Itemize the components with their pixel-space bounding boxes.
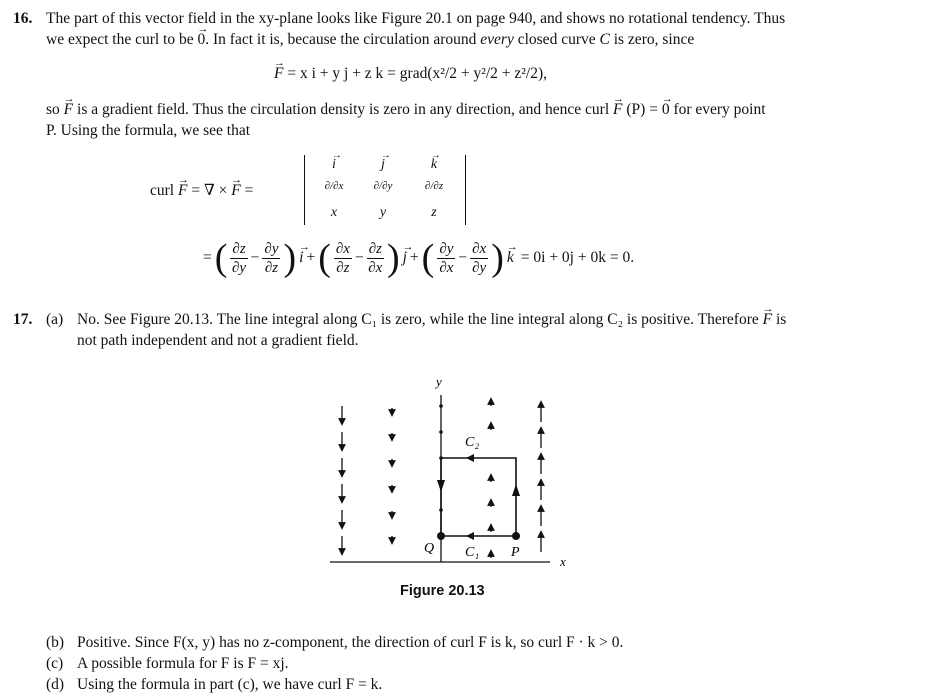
p17-a-line1: No. See Figure 20.13. The line integral along C₁ is zero, while the line integral along C₂ is positive. Therefore F → is (77, 311, 786, 329)
partial-dy-dz: $\frac{\partial y}{\partial z}$ (264, 240, 279, 276)
nabla-cross: = ∇ × (191, 182, 228, 199)
p17-b-label: (b) (46, 634, 65, 651)
matrix-cell-dz: ∂/∂z (424, 180, 444, 192)
vector-F: F → (64, 101, 73, 119)
partial-dz-dx: $\frac{\partial z}{\partial x}$ (368, 240, 383, 276)
curl-label: curl (150, 182, 175, 199)
p17-d-label: (d) (46, 676, 65, 693)
zero-vector: 0 → (662, 101, 670, 119)
expansion-result: = 0i + 0j + 0k = 0. (520, 249, 635, 266)
matrix-cell-k: k → (419, 157, 449, 173)
label-C1: C₁ (465, 545, 480, 560)
p16-equation-1 (274, 65, 547, 83)
p17-d-text: Using the formula in part (c), we have curl F = k. (77, 676, 383, 693)
point-P (512, 532, 520, 540)
partial-dx-dy: $\frac{\partial x}{\partial y}$ (472, 240, 487, 276)
p16-line3-c: (P) = (626, 101, 658, 118)
matrix-cell-i: i → (319, 157, 349, 173)
p16-line3-a: so (46, 101, 60, 118)
p17-a-line2: not path independent and not a gradient field. (77, 332, 359, 349)
figure-caption: Figure 20.13 (400, 583, 485, 599)
vector-F: F → (763, 311, 772, 329)
curl-expansion: = ( ∂z ∂y − $\frac{\partial y}{\partial z}$ ) i → + ( ∂x ∂z − $\frac{\partial z}{\partial x}$ ) j → + ( ∂y ∂x − $\frac{\partial x}{\partial y}$ ) k → = 0i + 0j + 0k = 0. (203, 232, 634, 284)
vector-F: F → (178, 182, 187, 200)
label-P: P (511, 545, 520, 560)
matrix-cell-y: y (379, 205, 387, 220)
unit-j: j → (403, 249, 407, 267)
equals-sign: = (244, 182, 254, 199)
p16-line2 (46, 31, 694, 49)
partial-dx-dz: ∂x ∂z (335, 240, 350, 276)
p17-a-label: (a) (46, 311, 64, 328)
partial-dy-dx: ∂y ∂x (439, 240, 454, 276)
p16-line2-b: . In fact it is, because the circulation around (205, 31, 477, 48)
p16-line3 (46, 101, 766, 119)
vector-F: F → (274, 65, 283, 83)
unit-i: i → (299, 249, 303, 267)
matrix-cell-x: x (330, 205, 338, 220)
c2-arrow-left (466, 454, 474, 462)
p16-line2-c: C (599, 31, 610, 48)
matrix-cell-z: z (431, 205, 437, 220)
p16-line2-every: every (480, 31, 514, 48)
label-Q: Q (424, 541, 435, 556)
problem-16-number: 16. (13, 10, 33, 27)
vector-F: F → (613, 101, 622, 119)
vector-F: F → (231, 182, 240, 200)
p16-line4: P. Using the formula, we see that (46, 122, 251, 139)
matrix-cell-dx: ∂/∂x (324, 180, 344, 192)
p16-line2-a: we expect the curl to be (46, 31, 194, 48)
p16-eq1-text: = x i + y j + z k = grad(x²/2 + y²/2 + z²/2), (287, 65, 548, 82)
c2-arrow-up (512, 484, 520, 496)
path-C2 (441, 458, 516, 536)
p16-line2-f: is zero, since (613, 31, 695, 48)
p16-line2-d: closed curve (517, 31, 596, 48)
p17-c-text: A possible formula for F is F = xj. (77, 655, 289, 672)
determinant-matrix (304, 155, 466, 225)
point-Q (437, 532, 445, 540)
p17-b-text: Positive. Since F(x, y) has no z-component, the direction of curl F is k, so curl F · k > 0. (77, 634, 624, 651)
p17-c-label: (c) (46, 655, 64, 672)
p16-line3-b: is a gradient field. Thus the circulation density is zero in any direction, and hence curl (77, 101, 610, 118)
equals-sign: = (203, 249, 212, 266)
x-axis-label: x (560, 554, 566, 569)
label-C2: C₂ (465, 435, 480, 450)
matrix-cell-j: j → (368, 157, 398, 173)
curl-determinant-lhs (150, 181, 253, 200)
unit-k: k → (507, 249, 514, 267)
figure-20-13 (320, 370, 580, 575)
y-axis-label: y (436, 374, 442, 389)
c1-arrow-left (466, 532, 474, 540)
p16-line1: The part of this vector field in the xy-plane looks like Figure 20.1 on page 940, and shows no rotational tendency. Thus (46, 10, 786, 27)
p16-line3-d: for every point (673, 101, 766, 118)
problem-17-number: 17. (13, 311, 33, 328)
zero-vector: 0 → (198, 31, 206, 49)
matrix-cell-dy: ∂/∂y (373, 180, 393, 192)
c2-arrow-down (437, 480, 445, 492)
partial-dz-dy: ∂z ∂y (231, 240, 247, 276)
